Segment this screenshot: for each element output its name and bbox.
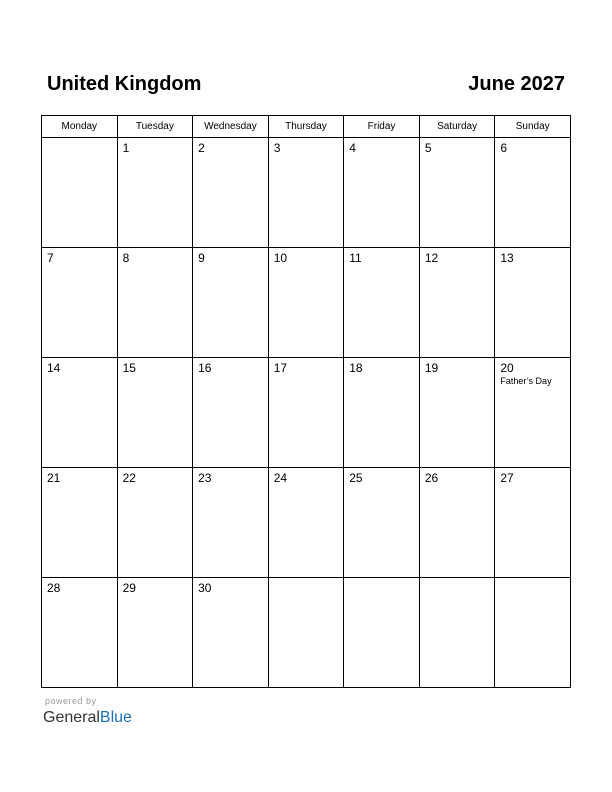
day-cell (42, 578, 118, 688)
day-cell (268, 468, 344, 578)
day-cell (268, 248, 344, 358)
day-number: 29 (122, 581, 136, 595)
weekday-header: Saturday (419, 116, 495, 138)
day-number: 11 (349, 251, 362, 265)
day-number: 18 (349, 361, 363, 375)
day-cell (117, 358, 193, 468)
day-cell (117, 138, 193, 248)
day-cell (117, 468, 193, 578)
day-number: 1 (122, 141, 130, 155)
calendar-grid (41, 115, 571, 688)
day-cell (268, 578, 344, 688)
day-number: 3 (273, 141, 281, 155)
weekday-header: Sunday (495, 116, 571, 138)
day-cell (344, 138, 420, 248)
day-number (344, 578, 419, 581)
weekday-header: Monday (42, 116, 118, 138)
country-title: United Kingdom (47, 73, 202, 95)
day-cell (193, 468, 269, 578)
month-year-title: June 2027 (468, 73, 565, 95)
day-cell (117, 248, 193, 358)
day-cell (193, 138, 269, 248)
day-cell (495, 578, 571, 688)
brand-blue-text: Blue (99, 709, 132, 726)
weekday-header: Wednesday (193, 116, 269, 138)
weekday-header: Thursday (268, 116, 344, 138)
week-row (42, 138, 571, 248)
day-cell (193, 358, 269, 468)
day-number: 16 (198, 361, 212, 375)
week-row (42, 578, 571, 688)
day-number: 23 (198, 471, 212, 485)
week-row (42, 468, 571, 578)
day-cell (42, 358, 118, 468)
day-cell (495, 138, 571, 248)
day-number: 8 (122, 251, 130, 265)
day-cell (117, 578, 193, 688)
weekday-header: Friday (344, 116, 420, 138)
day-cell (193, 578, 269, 688)
day-number: 6 (500, 141, 508, 155)
day-cell (495, 248, 571, 358)
day-number: 27 (500, 471, 514, 485)
day-cell (268, 358, 344, 468)
day-cell (419, 468, 495, 578)
day-number: 22 (122, 471, 136, 485)
day-cell (344, 468, 420, 578)
day-number: 25 (349, 471, 363, 485)
day-cell (344, 358, 420, 468)
powered-by-label: powered by (45, 696, 97, 706)
day-cell (42, 138, 118, 248)
footer-branding (43, 696, 132, 728)
day-cell (419, 358, 495, 468)
day-number: 26 (424, 471, 439, 485)
day-number: 20 (500, 361, 514, 375)
week-row (42, 358, 571, 468)
day-cell (42, 248, 118, 358)
brand-logo (43, 708, 132, 728)
day-number: 15 (122, 361, 136, 375)
day-number (420, 578, 495, 581)
day-cell (42, 468, 118, 578)
day-number (495, 578, 570, 581)
day-number: 21 (47, 471, 61, 485)
day-cell (495, 468, 571, 578)
day-number: 19 (424, 361, 439, 375)
day-number: 12 (424, 251, 439, 265)
day-cell (419, 248, 495, 358)
day-number: 4 (349, 141, 356, 155)
day-number: 5 (424, 141, 432, 155)
day-cell (344, 248, 420, 358)
weekday-header: Tuesday (117, 116, 193, 138)
day-number: 2 (198, 141, 205, 155)
weekday-header-row (42, 116, 571, 138)
day-cell (419, 578, 495, 688)
day-number: 14 (47, 361, 61, 375)
day-cell (193, 248, 269, 358)
day-number: 10 (273, 251, 288, 265)
day-number: 9 (198, 251, 205, 265)
day-cell (268, 138, 344, 248)
holiday-label: Father’s Day (500, 376, 552, 386)
day-number: 30 (198, 581, 212, 595)
day-number: 7 (47, 251, 54, 265)
day-number: 17 (273, 361, 288, 375)
day-number: 13 (500, 251, 514, 265)
day-cell (344, 578, 420, 688)
brand-general-text: General (43, 709, 100, 726)
day-cell (419, 138, 495, 248)
day-cell (495, 358, 571, 468)
day-number: 28 (47, 581, 61, 595)
week-row (42, 248, 571, 358)
day-number (42, 138, 117, 141)
day-number: 24 (273, 471, 288, 485)
day-number (269, 578, 344, 581)
